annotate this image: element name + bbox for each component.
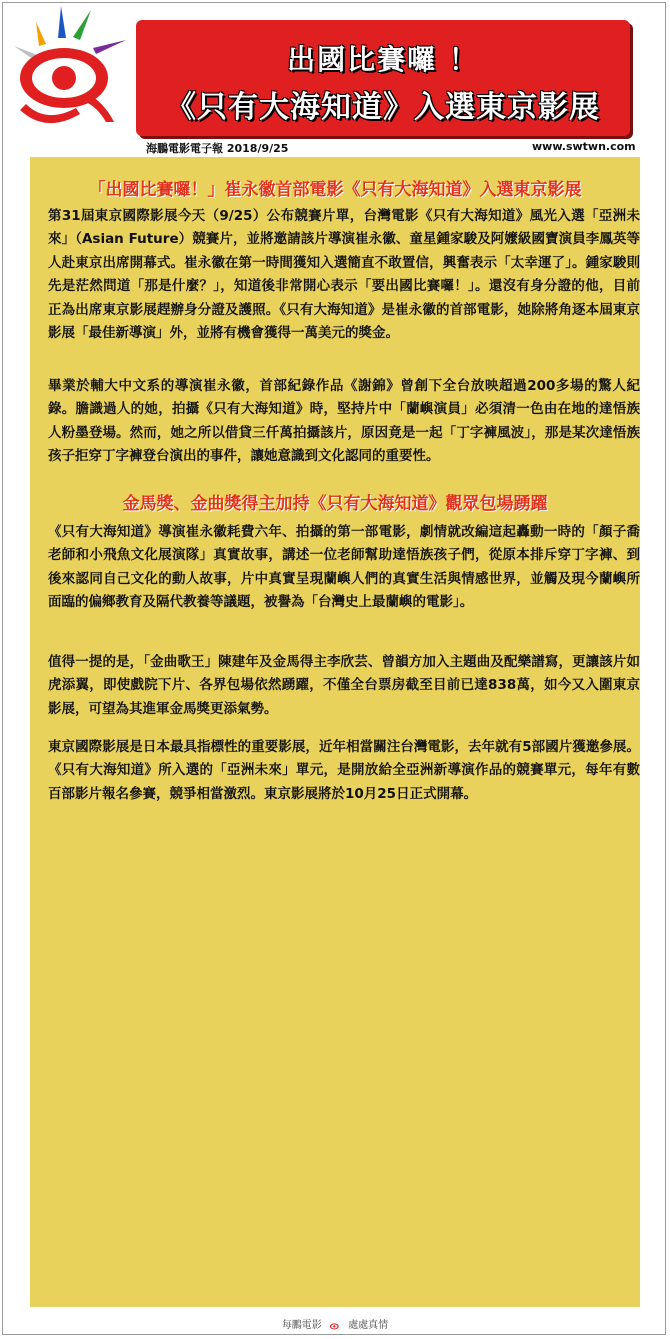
article-paragraph-5: 東京國際影展是日本最具指標性的重要影展，近年相當關注台灣電影，去年就有5部國片獲邀參展。《只有大海知道》所入選的「亞洲未來」單元，是開放給全亞洲新導演作品的競賽單元，每年有數百部影片報名參賽，競爭相當激烈。東京影展將於10月25日正式開幕。 xyxy=(48,739,640,802)
footer-brand-left: 每鵬電影 xyxy=(281,1320,322,1331)
banner-title-line2: 《只有大海知道》入選東京影展 xyxy=(166,90,600,125)
article-paragraph-4: 值得一提的是，「金曲歌王」陳建年及金馬得主李欣芸、曾韻方加入主題曲及配樂譜寫，更讓該片如虎添翼，即使戲院下片、各界包場依然踴躍，不僅全台票房截至目前已達838萬，如今又入圍東京影展，可望為其進軍金馬獎更添氣勢。 xyxy=(48,654,640,717)
article-paragraph-2: 畢業於輔大中文系的導演崔永徽，首部紀錄作品《謝錦》曾創下全台放映超過200多場的驚人紀錄。膽識過人的她，拍攝《只有大海知道》時，堅持片中「蘭嶼演員」必須清一色由在地的達悟族人粉墨登場。然而，她之所以借貸三仟萬拍攝該片，原因竟是一起「丁字褲風波」，那是某次達悟族孩子拒穿丁字褲登台演出的事件，讓她意識到文化認同的重要性。 xyxy=(48,378,640,465)
article-heading-1: 「出國比賽囉！」崔永徽首部電影《只有大海知道》入選東京影展 xyxy=(88,180,582,200)
eye-logo-icon xyxy=(6,4,136,124)
site-url: www.swtwn.com xyxy=(532,140,636,153)
headline-banner xyxy=(136,20,630,136)
footer-brand-right: 處處真情 xyxy=(348,1320,389,1331)
article-heading-2: 金馬獎、金曲獎得主加持《只有大海知道》觀眾包場踴躍 xyxy=(122,494,548,514)
article-paragraph-3: 《只有大海知道》導演崔永徽耗費六年、拍攝的第一部電影，劇情就改編這起轟動一時的「顏子喬老師和小飛魚文化展演隊」真實故事，講述一位老師幫助達悟族孩子們，從原本排斥穿丁字褲、到後來認同自己文化的動人故事，片中真實呈現蘭嶼人們的真實生活與情感世界，並觸及現今蘭嶼所面臨的偏鄉教育及隔代教養等議題，被譽為「台灣史上最蘭嶼的電影」。 xyxy=(48,524,640,611)
page-footer xyxy=(0,1316,670,1331)
article-panel xyxy=(30,157,640,1307)
banner-title-line1: 出國比賽囉 ！ xyxy=(287,43,479,76)
article-paragraph-1: 第31屆東京國際影展今天（9/25）公布競賽片單，台灣電影《只有大海知道》風光入選「亞洲未來」（Asian Future）競賽片，並將邀請該片導演崔永徽、童星鍾家駿及阿嬤級國寶演員李鳳英等人赴東京出席開幕式。崔永徽在第一時間獲知入選簡直不敢置信，興奮表示「太幸運了」。鍾家駿則先是茫然問道「那是什麼？」，知道後非常開心表示「要出國比賽囉！」。還沒有身分證的他，目前正為出席東京影展趕辦身分證及護照。《只有大海知道》是崔永徽的首部電影，她除將角逐本屆東京影展「最佳新導演」外，並將有機會獲得一萬美元的獎金。 xyxy=(48,208,640,342)
publisher-date: 海鵬電影電子報 2018/9/25 xyxy=(146,142,289,155)
footer-eye-icon xyxy=(327,1319,343,1331)
